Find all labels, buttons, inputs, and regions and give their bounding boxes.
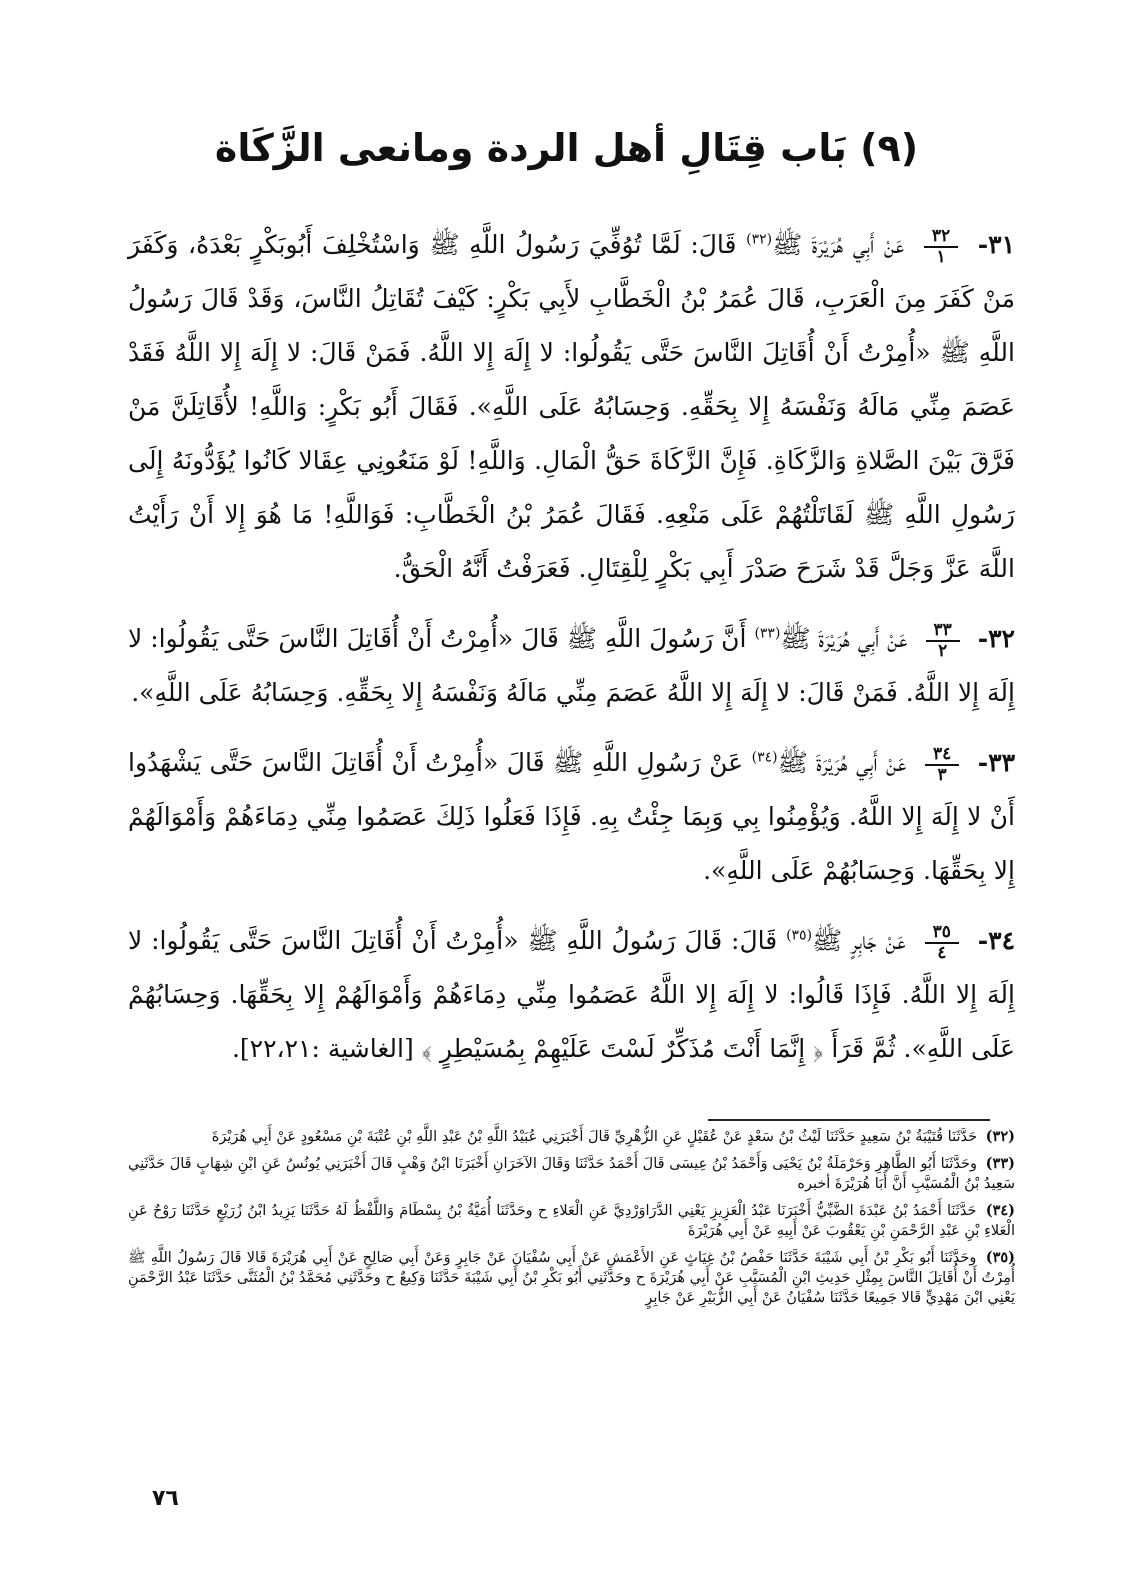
- footnote-32: [128, 1127, 1015, 1147]
- footnote-number: (٣٤): [985, 1202, 1016, 1219]
- hadith-fraction: [926, 619, 960, 661]
- fraction-bottom: ٣: [937, 764, 947, 785]
- hadith-32: [128, 612, 1015, 720]
- hadith-33: [128, 736, 1015, 898]
- footnote-text: وحَدَّثَنَا أَبُو الطَّاهِرِ وَحَرْمَلَةُ بْنُ يَحْيَى وَأَحْمَدُ بْنُ عِيسَى قَالَ أَحْمَدُ حَدَّثَنَا وَقَالَ الآخَرَانِ أَخْبَرَنَا ابْنُ وَهْبٍ قَالَ أَخْبَرَنِي يُونُسُ عَنِ ابْنِ شِهَابٍ قَالَ حَدَّثَنِي سَعِيدُ بْنُ الْمُسَيَّبِ أَنَّ أَبَا هُرَيْرَةَ أخبره: [128, 1156, 1015, 1192]
- footnote-text: حَدَّثَنَا أَحْمَدُ بْنُ عَبْدَةَ الضَّبِّيُّ أَخْبَرَنَا عَبْدُ الْعَزِيزِ يَعْنِي الدَّرَاوَرْدِيَّ عَنِ الْعَلاءِ ح وحَدَّثَنَا أُمَيَّةُ بْنُ بِسْطَامَ وَاللَّفْظُ لَهُ حَدَّثَنَا يَزِيدُ ابْنُ زُرَيْعٍ حَدَّثَنَا رَوْحٌ عَنِ الْعَلاءِ بْنِ عَبْدِ الرَّحْمَنِ بْنِ يَعْقُوبَ عَنْ أَبِيهِ عَنْ أَبِي هُرَيْرَةَ: [128, 1203, 1015, 1239]
- footnote-ref: (٣٢): [746, 231, 773, 248]
- chapter-title: (٩) بَاب قِتَالِ أهل الردة ومانعى الزَّكَاة: [214, 126, 919, 170]
- fraction-top: ٣٤: [925, 746, 959, 766]
- fraction-top: ٣٣: [926, 622, 960, 642]
- hadith-number: ٣١-: [977, 230, 1016, 259]
- hadith-fraction: [925, 921, 959, 963]
- footnote-divider: [708, 1119, 990, 1121]
- hadith-number: ٣٤-: [977, 926, 1016, 955]
- footnote-35: [128, 1248, 1015, 1308]
- page-number: ٧٦: [152, 1486, 179, 1511]
- hadith-body: [128, 218, 1015, 1092]
- hadith-fraction: [925, 743, 959, 785]
- fraction-bottom: ٤: [937, 942, 947, 963]
- footnote-number: (٣٢): [985, 1128, 1015, 1145]
- hadith-lead: عَنْ أَبِي هُرَيْرَةَ ﷺ: [780, 624, 908, 653]
- fraction-top: ٣٢: [924, 228, 958, 248]
- hadith-text: قَالَ: قَالَ رَسُولُ اللَّهِ ﷺ «أُمِرْتُ أَنْ أُقَاتِلَ النَّاسَ حَتَّى يَقُولُوا: لا إِلَهَ إِلا اللَّهُ. فَإِذَا قَالُوا: لا إِلَهَ إِلا اللَّهُ عَصَمُوا مِنِّي دِمَاءَهُمْ وَأَمْوَالَهُمْ إِلا بِحَقِّهَا. وَحِسَابُهُمْ عَلَى اللَّهِ». ثُمَّ قَرَأَ ﴿ إِنَّمَا أَنْتَ مُذَكِّرٌ لَسْتَ عَلَيْهِمْ بِمُسَيْطِرٍ ﴾ [الغاشية :٢٢،٢١].: [128, 926, 1015, 1063]
- footnote-34: [128, 1201, 1015, 1241]
- footnote-ref: (٣٤): [751, 749, 778, 766]
- hadith-lead: عَنْ أَبِي هُرَيْرَةَ ﷺ: [777, 748, 907, 777]
- footnote-ref: (٣٣): [754, 625, 781, 642]
- hadith-31: [128, 218, 1015, 596]
- footnote-ref: (٣٥): [786, 927, 813, 944]
- fraction-bottom: ١: [936, 246, 946, 267]
- hadith-lead: عَنْ أَبِي هُرَيْرَةَ ﷺ: [772, 230, 905, 259]
- hadith-number: ٣٢-: [977, 624, 1015, 653]
- hadith-lead: عَنْ جَابِرٍ ﷺ: [812, 926, 906, 955]
- footnote-text: حَدَّثَنَا قُتَيْبَةُ بْنُ سَعِيدٍ حَدَّثَنَا لَيْثُ بْنُ سَعْدٍ عَنْ عُقَيْلٍ عَنِ الزُّهْرِيِّ قَالَ أَخْبَرَنِي عُبَيْدُ اللَّهِ بْنُ عَبْدِ اللَّهِ بْنِ عُتْبَةَ بْنِ مَسْعُودٍ عَنْ أَبِي هُرَيْرَةَ: [211, 1129, 978, 1145]
- hadith-number: ٣٣-: [977, 748, 1016, 777]
- footnote-number: (٣٥): [985, 1249, 1016, 1266]
- footnote-number: (٣٣): [985, 1155, 1015, 1172]
- footnote-text: وحَدَّثَنَا أَبُو بَكْرِ بْنُ أَبِي شَيْبَةَ حَدَّثَنَا حَفْصُ بْنُ غِيَاثٍ عَنِ الأَعْمَشِ عَنْ أَبِي سُفْيَانَ عَنْ جَابِرٍ وَعَنْ أَبِي صَالِحٍ عَنْ أَبِي هُرَيْرَةَ قَالا قَالَ رَسُولُ اللَّهِ ﷺ أُمِرْتُ أَنْ أُقَاتِلَ النَّاسَ بِمِثْلِ حَدِيثِ ابْنِ الْمُسَيَّبِ عَنْ أَبِي هُرَيْرَةَ ح وحَدَّثَنِي أَبُو بَكْرِ بْنُ أَبِي شَيْبَةَ حَدَّثَنَا وَكِيعٌ ح وحَدَّثَنِي مُحَمَّدُ بْنُ الْمُثَنَّى حَدَّثَنَا عَبْدُ الرَّحْمَنِ يَعْنِي ابْنَ مَهْدِيٍّ قَالا جَمِيعًا حَدَّثَنَا سُفْيَانُ عَنْ أَبِي الزُّبَيْرِ عَنْ جَابِرٍ: [128, 1250, 1015, 1306]
- fraction-top: ٣٥: [925, 924, 959, 944]
- hadith-fraction: [924, 225, 958, 267]
- hadith-text: عَنْ رَسُولِ اللَّهِ ﷺ قَالَ «أُمِرْتُ أَنْ أُقَاتِلَ النَّاسَ حَتَّى يَشْهَدُوا أَنْ لا إِلَهَ إِلا اللَّهُ. وَيُؤْمِنُوا بِي وَبِمَا جِئْتُ بِهِ. فَإِذَا فَعَلُوا ذَلِكَ عَصَمُوا مِنِّي دِمَاءَهُمْ وَأَمْوَالَهُمْ إِلا بِحَقِّهَا. وَحِسَابُهُمْ عَلَى اللَّهِ».: [128, 748, 1015, 885]
- hadith-34: [128, 914, 1015, 1076]
- footnote-33: [128, 1154, 1015, 1194]
- hadith-text: أَنَّ رَسُولَ اللَّهِ ﷺ قَالَ «أُمِرْتُ أَنْ أُقَاتِلَ النَّاسَ حَتَّى يَقُولُوا: لا إِلَهَ إِلا اللَّهُ. فَمَنْ قَالَ: لا إِلَهَ إِلا اللَّهُ عَصَمَ مِنِّي مَالَهُ وَنَفْسَهُ إِلا بِحَقِّهِ. وَحِسَابُهُ عَلَى اللَّهِ».: [128, 624, 1015, 707]
- fraction-bottom: ٢: [938, 640, 948, 661]
- hadith-text: قَالَ: لَمَّا تُوُفِّيَ رَسُولُ اللَّهِ ﷺ وَاسْتُخْلِفَ أَبُوبَكْرٍ بَعْدَهُ، وَكَفَرَ مَنْ كَفَرَ مِنَ الْعَرَبِ، قَالَ عُمَرُ بْنُ الْخَطَّابِ لأَبِي بَكْرٍ: كَيْفَ تُقَاتِلُ النَّاسَ، وَقَدْ قَالَ رَسُولُ اللَّهِ ﷺ «أُمِرْتُ أَنْ أُقَاتِلَ النَّاسَ حَتَّى يَقُولُوا: لا إِلَهَ إِلا اللَّهُ. فَمَنْ قَالَ: لا إِلَهَ إِلا اللَّهُ فَقَدْ عَصَمَ مِنِّي مَالَهُ وَنَفْسَهُ إِلا بِحَقِّهِ. وَحِسَابُهُ عَلَى اللَّهِ». فَقَالَ أَبُو بَكْرٍ: وَاللَّهِ! لأُقَاتِلَنَّ مَنْ فَرَّقَ بَيْنَ الصَّلاةِ وَالزَّكَاةِ. فَإِنَّ الزَّكَاةَ حَقُّ الْمَالِ. وَاللَّهِ! لَوْ مَنَعُونِي عِقَالا كَانُوا يُؤَدُّونَهُ إِلَى رَسُولِ اللَّهِ ﷺ لَقَاتَلْتُهُمْ عَلَى مَنْعِهِ. فَقَالَ عُمَرُ بْنُ الْخَطَّابِ: فَوَاللَّهِ! مَا هُوَ إِلا أَنْ رَأَيْتُ اللَّهَ عَزَّ وَجَلَّ قَدْ شَرَحَ صَدْرَ أَبِي بَكْرٍ لِلْقِتَالِ. فَعَرَفْتُ أَنَّهُ الْحَقُّ.: [128, 230, 1015, 583]
- footnotes: [128, 1127, 1015, 1315]
